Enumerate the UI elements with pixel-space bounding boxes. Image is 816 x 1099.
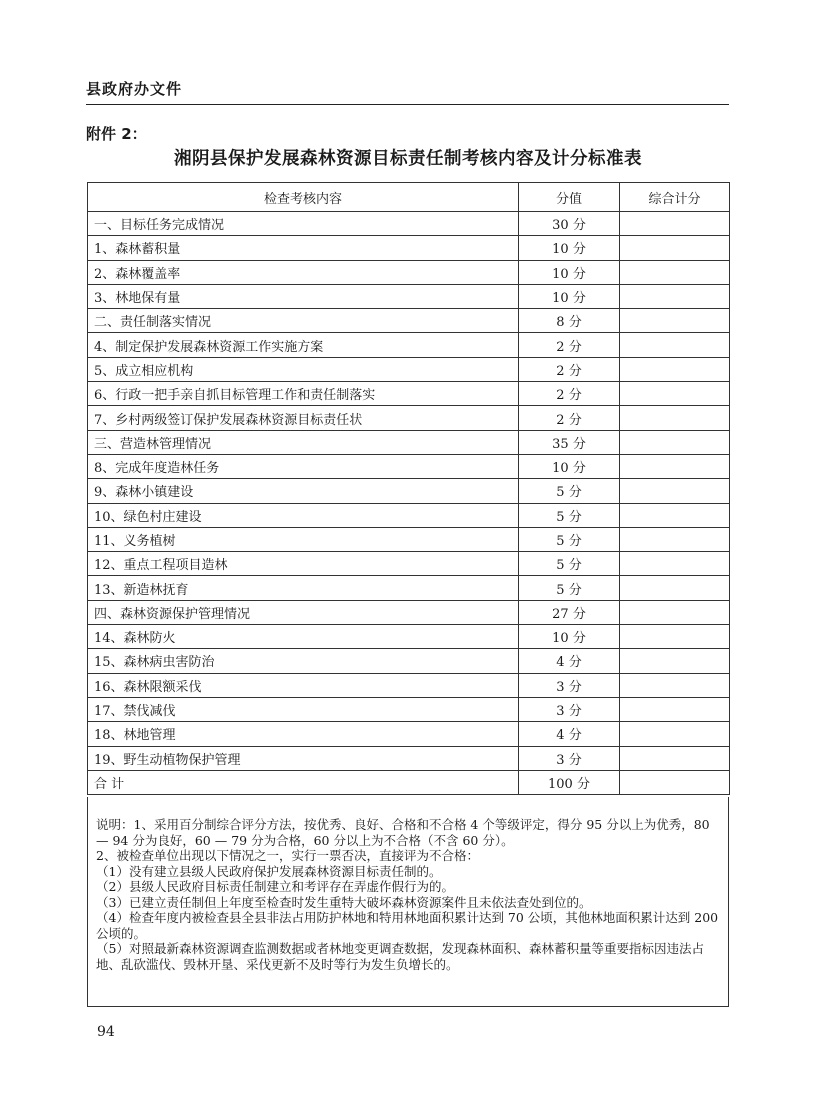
note-line: 说明：1、采用百分制综合评分方法，按优秀、良好、合格和不合格 4 个等级评定，得分 95 分以上为优秀，80 — 94 分为良好，60 — 79 分为合格，60 分以上为不合格（不含 60 分）。 [96, 817, 710, 848]
row-score-cell: 5 分 [519, 503, 620, 527]
row-total-cell [620, 454, 730, 478]
attachment-label: 附件 2： [86, 125, 147, 143]
row-total-cell [620, 357, 730, 381]
table-row [88, 722, 730, 746]
row-total-cell [620, 309, 730, 333]
row-total-cell [620, 479, 730, 503]
note-line: （2）县级人民政府目标责任制建立和考评存在弄虚作假行为的。 [96, 879, 454, 894]
row-score-cell: 5 分 [519, 576, 620, 600]
row-item-cell: 14、森林防火 [88, 625, 519, 649]
row-item-cell: 9、森林小镇建设 [88, 479, 519, 503]
row-total-cell [620, 576, 730, 600]
row-item-cell: 17、禁伐减伐 [88, 697, 519, 721]
row-score-cell: 35 分 [519, 430, 620, 454]
row-total-cell [620, 527, 730, 551]
column-header-score: 分值 [519, 183, 620, 212]
scoring-table [87, 182, 730, 795]
row-total-cell [620, 722, 730, 746]
table-row [88, 746, 730, 770]
table-row [88, 673, 730, 697]
row-total-cell [620, 770, 730, 794]
note-line: （1）没有建立县级人民政府保护发展森林资源目标责任制的。 [96, 863, 442, 879]
page-number: 94 [97, 1024, 115, 1040]
row-score-cell: 2 分 [519, 382, 620, 406]
row-score-cell: 10 分 [519, 284, 620, 308]
document-title: 湘阴县保护发展森林资源目标责任制考核内容及计分标准表 [174, 149, 642, 169]
row-score-cell: 27 分 [519, 600, 620, 624]
row-score-cell: 5 分 [519, 552, 620, 576]
row-item-cell: 7、乡村两级签订保护发展森林资源目标责任状 [88, 406, 519, 430]
note-line: （3）已建立责任制但上年度至检查时发生重特大破坏森林资源案件且未依法查处到位的。 [96, 894, 592, 910]
row-score-cell: 30 分 [519, 212, 620, 236]
row-score-cell: 2 分 [519, 333, 620, 357]
row-score-cell: 10 分 [519, 236, 620, 260]
row-item-cell: 6、行政一把手亲自抓目标管理工作和责任制落实 [88, 382, 519, 406]
row-item-cell: 5、成立相应机构 [88, 357, 519, 381]
row-total-cell [620, 382, 730, 406]
row-score-cell: 4 分 [519, 649, 620, 673]
table-header-row [88, 183, 730, 212]
table-row [88, 382, 730, 406]
table-row [88, 552, 730, 576]
row-score-cell: 3 分 [519, 673, 620, 697]
row-item-cell: 2、森林覆盖率 [88, 260, 519, 284]
row-item-cell: 3、林地保有量 [88, 284, 519, 308]
row-item-cell: 三、营造林管理情况 [88, 430, 519, 454]
row-item-cell: 11、义务植树 [88, 527, 519, 551]
row-item-cell: 4、制定保护发展森林资源工作实施方案 [88, 333, 519, 357]
row-total-cell [620, 625, 730, 649]
row-total-cell [620, 430, 730, 454]
row-item-cell: 12、重点工程项目造林 [88, 552, 519, 576]
row-score-cell: 10 分 [519, 454, 620, 478]
table-row [88, 770, 730, 794]
row-score-cell: 3 分 [519, 697, 620, 721]
note-line: （5）对照最新森林资源调查监测数据或者林地变更调查数据，发现森林面积、森林蓄积量等重要指标因违法占地、乱砍滥伐、毁林开垦、采伐更新不及时等行为发生负增长的。 [96, 941, 704, 972]
column-header-content: 检查考核内容 [88, 183, 519, 212]
note-line: （4）检查年度内被检查县全县非法占用防护林地和特用林地面积累计达到 70 公顷，其他林地面积累计达到 200 公顷的。 [96, 910, 719, 941]
row-total-cell [620, 673, 730, 697]
table-row [88, 260, 730, 284]
table-row [88, 236, 730, 260]
table-row [88, 406, 730, 430]
table-row [88, 333, 730, 357]
table-row [88, 527, 730, 551]
table-row [88, 697, 730, 721]
row-total-cell [620, 503, 730, 527]
row-total-cell [620, 260, 730, 284]
row-item-cell: 二、责任制落实情况 [88, 309, 519, 333]
row-total-cell [620, 552, 730, 576]
table-row [88, 357, 730, 381]
row-item-cell: 1、森林蓄积量 [88, 236, 519, 260]
table-row [88, 576, 730, 600]
row-score-cell: 10 分 [519, 260, 620, 284]
row-total-cell [620, 236, 730, 260]
row-item-cell: 一、目标任务完成情况 [88, 212, 519, 236]
table-row [88, 625, 730, 649]
row-score-cell: 2 分 [519, 357, 620, 381]
row-item-cell: 18、林地管理 [88, 722, 519, 746]
table-row [88, 284, 730, 308]
table-row [88, 479, 730, 503]
notes-box [87, 797, 729, 1007]
row-item-cell: 8、完成年度造林任务 [88, 454, 519, 478]
row-item-cell: 19、野生动植物保护管理 [88, 746, 519, 770]
header-title: 县政府办文件 [86, 80, 183, 98]
row-total-cell [620, 333, 730, 357]
row-item-cell: 10、绿色村庄建设 [88, 503, 519, 527]
row-total-cell [620, 284, 730, 308]
row-score-cell: 3 分 [519, 746, 620, 770]
row-item-cell: 四、森林资源保护管理情况 [88, 600, 519, 624]
header-divider [86, 104, 729, 105]
row-item-cell: 13、新造林抚育 [88, 576, 519, 600]
table-row [88, 309, 730, 333]
row-item-cell: 16、森林限额采伐 [88, 673, 519, 697]
table-row [88, 212, 730, 236]
row-score-cell: 4 分 [519, 722, 620, 746]
table-body [88, 212, 730, 795]
table-row [88, 649, 730, 673]
table-row [88, 503, 730, 527]
row-total-cell [620, 649, 730, 673]
table-row [88, 430, 730, 454]
row-score-cell: 100 分 [519, 770, 620, 794]
table-row [88, 454, 730, 478]
row-total-cell [620, 600, 730, 624]
row-score-cell: 2 分 [519, 406, 620, 430]
row-score-cell: 5 分 [519, 479, 620, 503]
row-total-cell [620, 212, 730, 236]
row-total-cell [620, 746, 730, 770]
row-score-cell: 5 分 [519, 527, 620, 551]
row-item-cell: 合 计 [88, 770, 519, 794]
row-score-cell: 10 分 [519, 625, 620, 649]
note-line: 2、被检查单位出现以下情况之一，实行一票否决，直接评为不合格： [96, 848, 479, 863]
table-row [88, 600, 730, 624]
row-total-cell [620, 406, 730, 430]
row-total-cell [620, 697, 730, 721]
row-item-cell: 15、森林病虫害防治 [88, 649, 519, 673]
column-header-total: 综合计分 [620, 183, 730, 212]
row-score-cell: 8 分 [519, 309, 620, 333]
